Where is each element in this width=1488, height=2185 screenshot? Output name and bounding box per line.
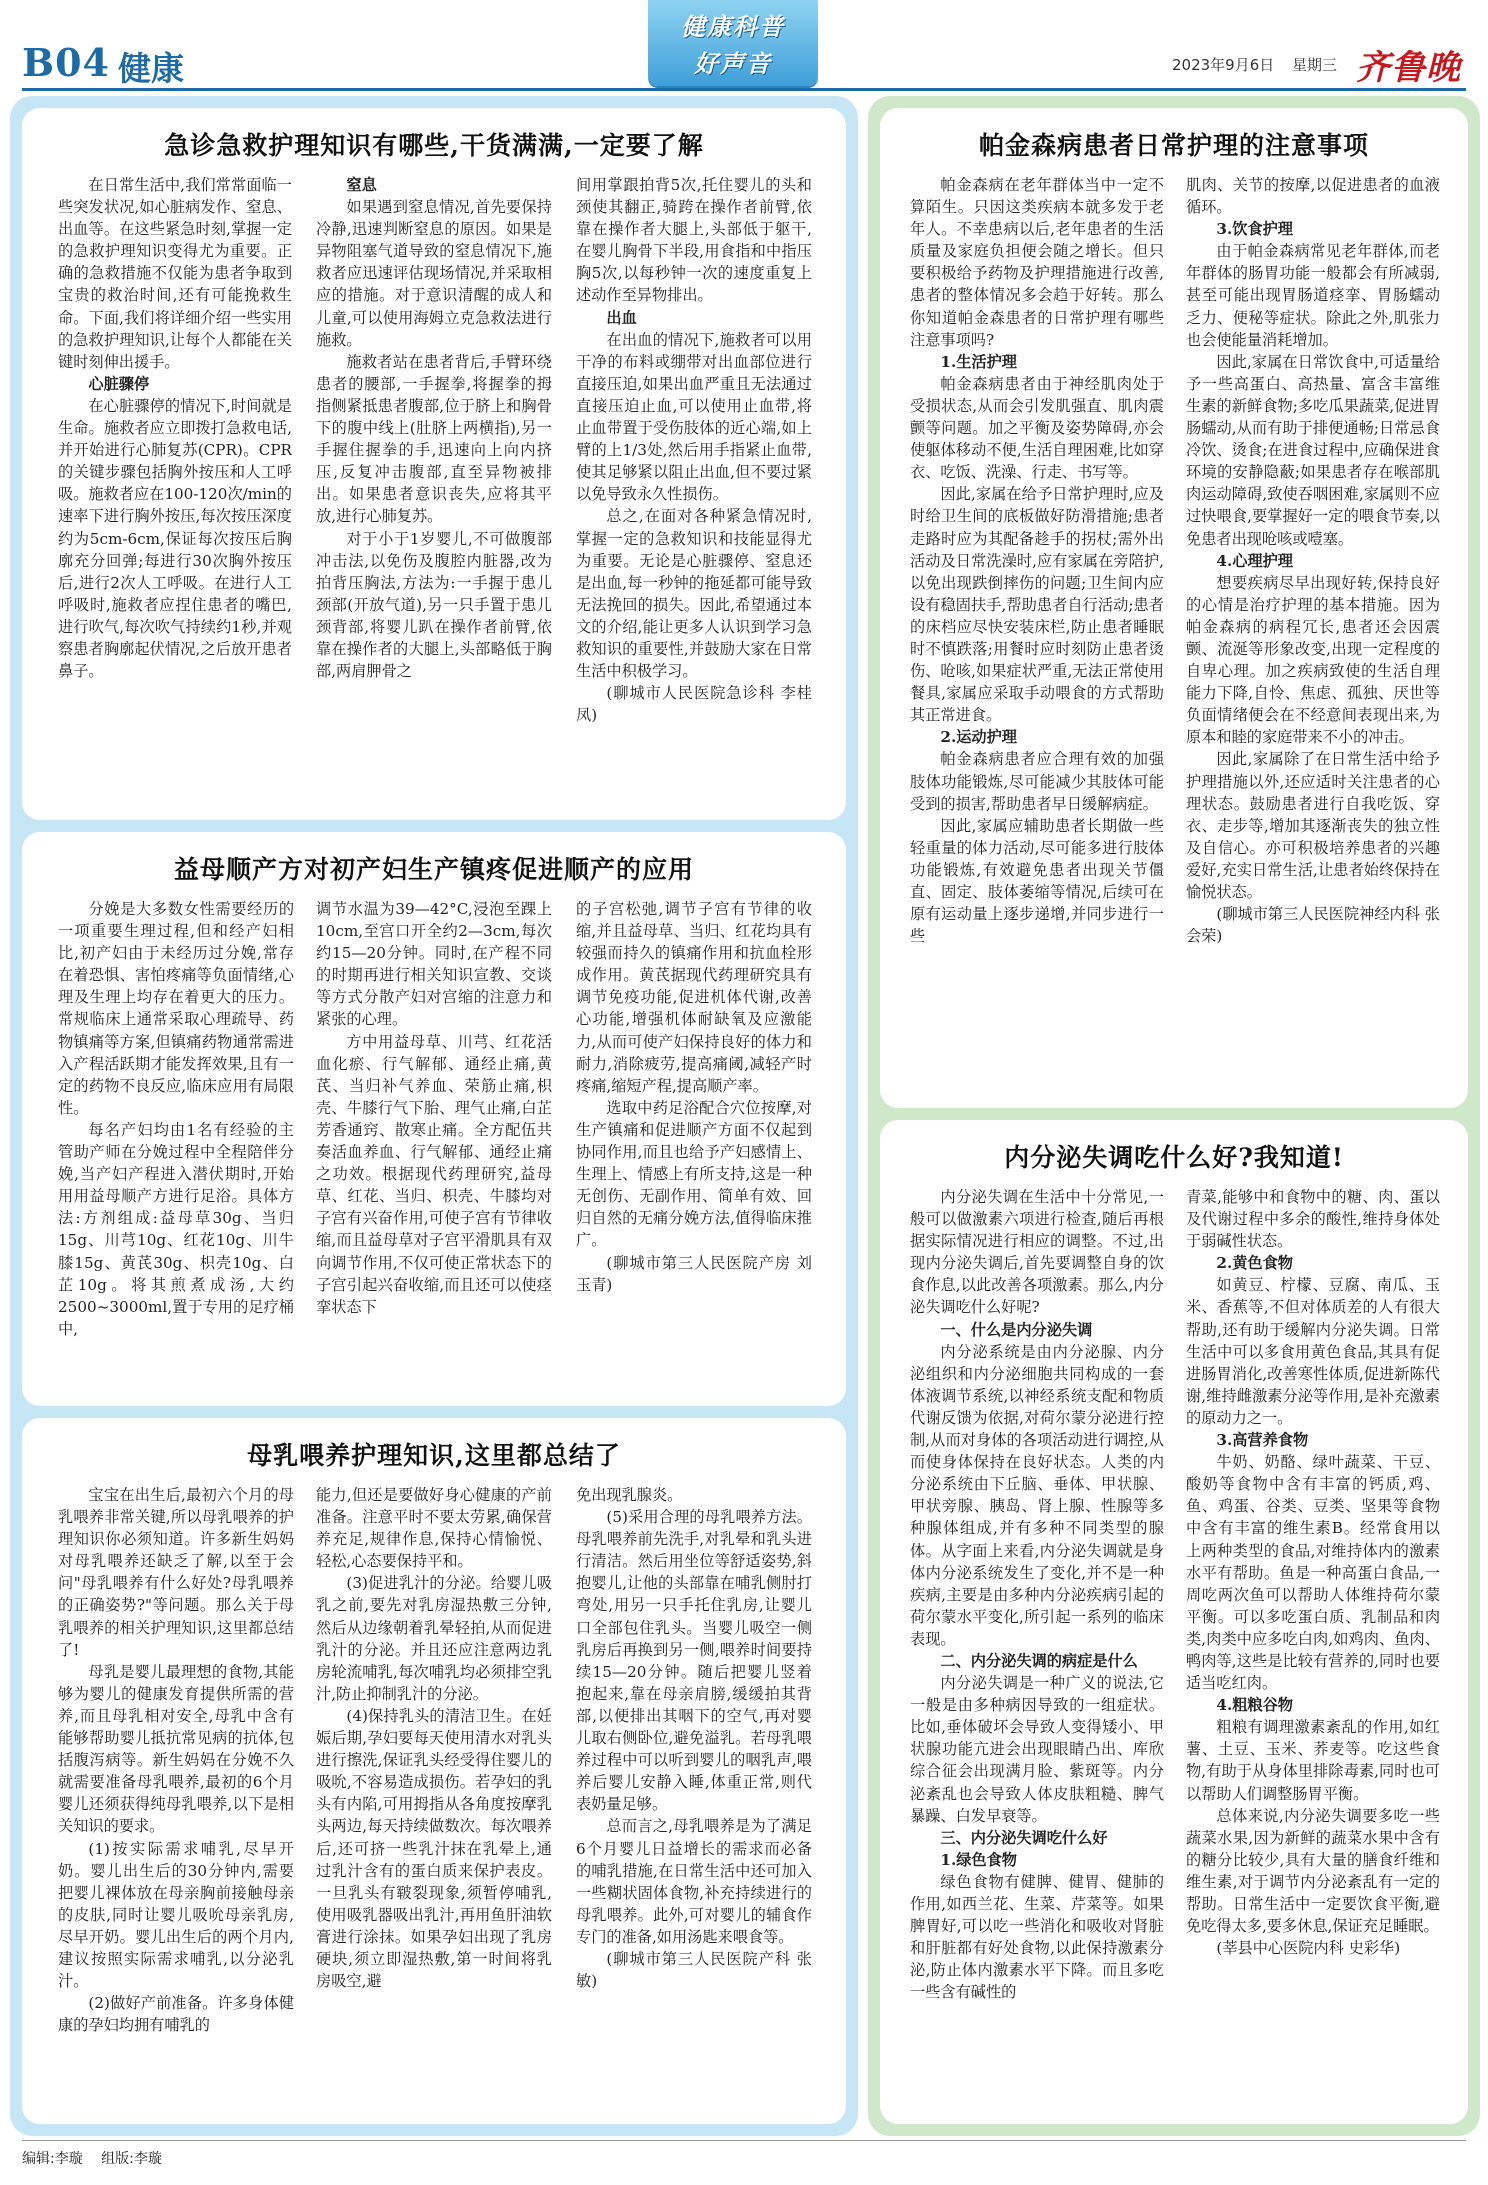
paragraph: 想要疾病尽早出现好转,保持良好的心情是治疗护理的基本措施。因为帕金森病的病程冗长,患者还会因震颤、流涎等形象改变,出现一定程度的自卑心理。加之疾病致使的生活自理能力下降,自怜、焦虑、孤独、厌世等负面情绪便会在不经意间表现出来,为原本和睦的家庭带来不小的冲击。	[1186, 573, 1440, 747]
paragraph: 每名产妇均由1名有经验的主管助产师在分娩过程中全程陪伴分娩,当产妇产程进入潜伏期时,开始用用益母顺产方进行足浴。具体方法:方剂组成:益母草30g、当归15g、川芎10g、红花10g、川牛膝15g、黄芪30g、枳壳10g、白芷10g。将其煎煮成汤,大约2500~3000ml,置于专用的足疗桶中,	[58, 1120, 294, 1338]
article-emergency-care	[22, 108, 846, 820]
paragraph: 如果遇到窒息情况,首先要保持冷静,迅速判断窒息的原因。如果是异物阻塞气道导致的窒息情况下,施救者应迅速评估现场情况,并采取相应的措施。对于意识清醒的成人和儿童,可以使用海姆立克急救法进行施救。	[316, 198, 552, 349]
article-endocrine-diet	[880, 1120, 1468, 2124]
byline: (聊城市第三人民医院神经内科 张会荣)	[1186, 905, 1440, 946]
subheading: 3.饮食护理	[1216, 220, 1293, 239]
paragraph: 能力,但还是要做好身心健康的产前准备。注意平时不要太劳累,确保营养充足,规律作息,保持心情愉悦、轻松,心态要保持平和。	[316, 1486, 552, 1571]
paragraph: 调节水温为39—42°C,浸泡至踝上10cm,至宫口开全约2—3cm,每次约15—20分钟。同时,在产程不同的时期再进行相关知识宣教、交谈等方式分散产妇对宫缩的注意力和紧张的心理。	[316, 900, 552, 1029]
subheading: 三、内分泌失调吃什么好	[940, 1828, 1108, 1847]
paragraph: 因此,家属除了在日常生活中给予护理措施以外,还应适时关注患者的心理状态。鼓励患者进行自我吃饭、穿衣、走步等,增加其逐渐丧失的独立性及自信心。亦可积极培养患者的兴趣爱好,充实日常生活,让患者始终保持在愉悦状态。	[1186, 750, 1440, 901]
paragraph: (2)做好产前准备。许多身体健康的孕妇均拥有哺乳的	[58, 1994, 294, 2035]
paragraph: 内分泌失调是一种广义的说法,它一般是由多种病因导致的一组症状。比如,垂体破坏会导致人变得矮小、甲状腺功能亢进会出现眼睛凸出、库欣综合征会出现满月脸、紫斑等。内分泌紊乱也会导致人体皮肤粗糙、脾气暴躁、白发早衰等。	[910, 1674, 1164, 1825]
page-header	[0, 0, 1488, 88]
article-column-3	[576, 174, 812, 810]
article-title: 内分泌失调吃什么好?我知道!	[1004, 1143, 1344, 1172]
paragraph: 总体来说,内分泌失调要多吃一些蔬菜水果,因为新鲜的蔬菜水果中含有的糖分比较少,具有大量的膳食纤维和维生素,对于调节内分泌紊乱有一定的帮助。日常生活中一定要饮食平衡,避免吃得太多,要多休息,保证充足睡眠。	[1186, 1806, 1440, 1936]
paragraph: 肌肉、关节的按摩,以促进患者的血液循环。	[1186, 176, 1440, 217]
paragraph: 宝宝在出生后,最初六个月的母乳喂养非常关键,所以母乳喂养的护理知识你必须知道。许多新生妈妈对母乳喂养还缺乏了解,以至于会问"母乳喂养有什么好处?母乳喂养的正确姿势?"等问题。那么关于母乳喂养的相关护理知识,这里都总结了!	[58, 1486, 294, 1659]
paragraph: 施救者站在患者背后,手臂环绕患者的腰部,一手握拳,将握拳的拇指侧紧抵患者腹部,位于脐上和胸骨下的腹中线上(肚脐上两横指),另一手握住握拳的手,迅速向上向内挤压,反复冲击腹部,直至异物被排出。如果患者意识丧失,应将其平放,进行心肺复苏。	[316, 352, 552, 526]
page-footer	[22, 2148, 176, 2168]
article-column-2	[1186, 1186, 1440, 2116]
paragraph: 分娩是大多数女性需要经历的一项重要生理过程,但和经产妇相比,初产妇由于未经历过分娩,常存在着恐惧、害怕疼痛等负面情绪,心理及生理上均存在着更大的压力。常规临床上通常采取心理疏导、药物镇痛等方案,但镇痛药物通常需进入产程活跃期才能发挥效果,且有一定的药物不良反应,临床应用有局限性。	[58, 900, 294, 1117]
paragraph: 在出血的情况下,施救者可以用干净的布料或绷带对出血部位进行直接压迫,如果出血严重且无法通过直接压迫止血,可以使用止血带,将止血带置于受伤肢体的近心端,如上臂的上1/3处,然后用手指紧止血带,使其足够紧以阻止出血,但不要过紧以免导致永久性损伤。	[576, 330, 812, 504]
subheading: 心脏骤停	[88, 374, 150, 393]
paragraph: 选取中药足浴配合穴位按摩,对生产镇痛和促进顺产方面不仅起到协同作用,而且也给予产妇感情上、生理上、情感上有所支持,这是一种无创伤、无副作用、简单有效、回归自然的无痛分娩方法,值得临床推广。	[576, 1098, 812, 1250]
article-column-2	[316, 174, 552, 810]
paragraph: 帕金森病患者应合理有效的加强肢体功能锻炼,尽可能减少其肢体可能受到的损害,帮助患者早日缓解病症。	[910, 750, 1164, 813]
subheading: 一、什么是内分泌失调	[940, 1320, 1093, 1339]
subheading: 3.高营养食物	[1216, 1431, 1309, 1450]
article-column-3	[576, 1484, 812, 2116]
article-column-2	[316, 1484, 552, 2116]
article-column-2	[1186, 174, 1440, 1100]
paragraph: 内分泌失调在生活中十分常见,一般可以做激素六项进行检查,随后再根据实际情况进行相应的调整。不过,出现内分泌失调后,首先要调整自身的饮食作息,以此改善各项激素。那么,内分泌失调吃什么好呢?	[910, 1188, 1164, 1317]
paragraph: 如黄豆、柠檬、豆腐、南瓜、玉米、香蕉等,不但对体质差的人有很大帮助,还有助于缓解内分泌失调。日常生活中可以多食用黄色食品,其具有促进肠胃消化,改善寒性体质,促进新陈代谢,维持雌激素分泌等作用,是补充激素的原动力之一。	[1186, 1276, 1440, 1427]
paragraph: (1)按实际需求哺乳,尽早开奶。婴儿出生后的30分钟内,需要把婴儿裸体放在母亲胸前接触母亲的皮肤,同时让婴儿吸吮母亲乳房,尽早开奶。婴儿出生后的两个月内,建议按照实际需求哺乳,以分泌乳汁。	[58, 1839, 294, 1991]
paragraph: (3)促进乳汁的分泌。给婴儿吸乳之前,要先对乳房湿热敷三分钟,然后从边缘朝着乳晕轻拍,从而促进乳汁的分泌。并且还应注意两边乳房轮流哺乳,每次哺乳均必须排空乳汁,防止抑制乳汁的分泌。	[316, 1574, 552, 1703]
article-parkinson-care	[880, 108, 1468, 1108]
paragraph: 内分泌系统是由内分泌腺、内分泌组织和内分泌细胞共同构成的一套体液调节系统,以神经系统支配和物质代谢反馈为依据,对荷尔蒙分泌进行控制,从而对身体的各项活动进行调控,从而使身体保持在良好状态。人类的内分泌系统由下丘脑、垂体、甲状腺、甲状旁腺、胰岛、肾上腺、性腺等多种腺体组成,并有多种不同类型的腺体。从字面上来看,内分泌失调就是身体内分泌系统发生了变化,并不是一种疾病,主要是由多种内分泌疾病引起的荷尔蒙水平变化,所引起一系列的临床表现。	[910, 1342, 1164, 1648]
paragraph: 粗粮有调理激素紊乱的作用,如红薯、土豆、玉米、荞麦等。吃这些食物,有助于从身体里排除毒素,同时也可以帮助人们调整肠胃平衡。	[1186, 1718, 1440, 1803]
article-column-1	[58, 174, 292, 810]
article-breastfeeding	[22, 1418, 846, 2124]
subheading: 2.黄色食物	[1216, 1254, 1293, 1273]
paragraph: 由于帕金森病常见老年群体,而老年群体的肠胃功能一般都会有所减弱,甚至可能出现胃肠道痉挛、胃肠蠕动乏力、便秘等症状。除此之外,肌张力也会使能量消耗增加。	[1186, 242, 1440, 349]
paragraph: 对于小于1岁婴儿,不可做腹部冲击法,以免伤及腹腔内脏器,改为拍背压胸法,方法为:一手握于患儿颈部(开放气道),另一只手置于患儿颈背部,将婴儿趴在操作者前臂,依靠在操作者的大腿上,头部略低于胸部,两肩胛骨之	[316, 529, 552, 681]
paragraph: 因此,家属应辅助患者长期做一些轻重量的体力活动,尽可能多进行肢体功能锻炼,有效避免患者出现关节僵直、固定、肢体萎缩等情况,后续可在原有运动量上逐步递增,并同步进行一些	[910, 816, 1164, 946]
article-title: 母乳喂养护理知识,这里都总结了	[247, 1441, 621, 1470]
subheading: 二、内分泌失调的病症是什么	[940, 1651, 1138, 1670]
paragraph: (5)采用合理的母乳喂养方法。母乳喂养前先洗手,对乳晕和乳头进行清洁。然后用坐位等舒适姿势,斜抱婴儿,让他的头部靠在哺乳侧肘打弯处,用另一只手托住乳房,让婴儿口全部包住乳头。当婴儿吸空一侧乳房后再换到另一侧,喂养时间要持续15—20分钟。随后把婴儿竖着抱起来,靠在母亲肩膀,缓缓拍其背部,以便排出其咽下的空气,再对婴儿取右侧卧位,避免溢乳。若母乳喂养过程中可以听到婴儿的咽乳声,喂养后婴儿安静入睡,体重正常,则代表奶量足够。	[576, 1508, 812, 1814]
layout-credit: 组版:李璇	[101, 2151, 162, 2167]
paragraph: 帕金森病患者由于神经肌肉处于受损状态,从而会引发肌强直、肌肉震颤等问题。加之平衡及姿势障碍,亦会使躯体移动不便,生活自理困难,比如穿衣、吃饭、洗澡、行走、书写等。	[910, 374, 1164, 482]
subheading: 4.粗粮谷物	[1216, 1696, 1293, 1715]
subheading: 出血	[606, 308, 637, 327]
paragraph: 在心脏骤停的情况下,时间就是生命。施救者应立即拨打急救电话,并开始进行心肺复苏(CPR)。CPR的关键步骤包括胸外按压和人工呼吸。施救者应在100-120次/min的速率下进行胸外按压,每次按压深度约为5cm-6cm,保证每次按压后胸廓充分回弹;每进行30次胸外按压后,进行2次人工呼吸。在进行人工呼吸时,施救者应捏住患者的嘴巴,进行吹气,每次吹气持续约1秒,并观察患者胸廓起伏情况,之后放开患者鼻子。	[58, 396, 292, 681]
subheading: 2.运动护理	[940, 728, 1017, 747]
banner-line2: 好声音	[694, 50, 772, 78]
subheading: 1.绿色食物	[940, 1850, 1017, 1869]
paragraph: 牛奶、奶酪、绿叶蔬菜、干豆、酸奶等食物中含有丰富的钙质,鸡、鱼、鸡蛋、谷类、豆类、坚果等食物中含有丰富的维生素B。经常食用以上两种类型的食品,对维持体内的激素水平有帮助。鱼是一种高蛋白食品,一周吃两次鱼可以帮助人体维持荷尔蒙平衡。可以多吃蛋白质、乳制品和肉类,肉类中应多吃白肉,如鸡肉、鱼肉、鸭肉等,这些是比较有营养的,同时也要适当吃红肉。	[1186, 1453, 1440, 1693]
paragraph: 总而言之,母乳喂养是为了满足6个月婴儿日益增长的需求而必备的哺乳措施,在日常生活中还可加入一些糊状固体食物,补充持续进行的母乳喂养。此外,可对婴儿的辅食作专门的准备,如用汤匙来喂食等。	[576, 1817, 812, 1946]
article-title: 益母顺产方对初产妇生产镇疼促进顺产的应用	[173, 855, 694, 884]
issue-date: 2023年9月6日	[1172, 56, 1275, 74]
paragraph: (4)保持乳头的清洁卫生。在妊娠后期,孕妇要每天使用清水对乳头进行擦洗,保证乳头经受得住婴儿的吸吮,不容易造成损伤。若孕妇的乳头有内陷,可用拇指从各角度按摩乳头两边,每天持续做数次。每次喂养后,还可挤一些乳汁抹在乳晕上,通过乳汁含有的蛋白质来保护表皮。一旦乳头有皲裂现象,须暂停哺乳,使用吸乳器吸出乳汁,再用鱼肝油软膏进行涂抹。如果孕妇出现了乳房硬块,须立即湿热敷,第一时间将乳房吸空,避	[316, 1706, 552, 1991]
byline: (莘县中心医院内科 史彩华)	[1216, 1939, 1401, 1958]
paragraph: 因此,家属在给予日常护理时,应及时给卫生间的底板做好防滑措施;患者走路时应为其配备趁手的拐杖;需外出活动及日常洗澡时,应有家属在旁陪护,以免出现跌倒摔伤的问题;卫生间内应设有稳固扶手,帮助患者自行活动;患者的床档应尽快安装床栏,防止患者睡眠时不慎跌落;用餐时应时刻防止患者烫伤、呛咳,如果症状严重,无法正常使用餐具,家属应采取手动喂食的方式帮助其正常进食。	[910, 485, 1164, 725]
paragraph: 在日常生活中,我们常常面临一些突发状况,如心脏病发作、窒息、出血等。在这些紧急时刻,掌握一定的急救护理知识变得尤为重要。正确的急救措施不仅能为患者争取到宝贵的救治时间,还有可能挽救生命。下面,我们将详细介绍一些实用的急救护理知识,让每个人都能在关键时刻伸出援手。	[58, 176, 292, 371]
paragraph: 因此,家属在日常饮食中,可适量给予一些高蛋白、高热量、富含丰富维生素的新鲜食物;多吃瓜果蔬菜,促进胃肠蠕动,从而有助于排便通畅;日常忌食冷饮、烫食;在进食过程中,应确保进食环境的安静隐蔽;如果患者存在喉部肌肉运动障碍,致使吞咽困难,家属则不应过快喂食,要掌握好一定的喂食节奏,以免患者出现呛咳或噎塞。	[1186, 352, 1440, 548]
column-banner	[648, 0, 818, 86]
article-column-2	[316, 898, 552, 1398]
paragraph: 间用掌跟拍背5次,托住婴儿的头和颈使其翻正,骑跨在操作者前臂,依靠在操作者大腿上,头部低于躯干,在婴儿胸骨下半段,用食指和中指压胸5次,以每秒钟一次的速度重复上述动作至异物排出。	[576, 176, 812, 305]
article-column-1	[910, 174, 1164, 1100]
paragraph: 绿色食物有健脾、健胃、健肺的作用,如西兰花、生菜、芹菜等。如果脾胃好,可以吃一些消化和吸收对肾脏和肝脏都有好处食物,以此保持激素分泌,防止体内激素水平下降。而且多吃一些含有碱性的	[910, 1872, 1164, 2002]
newspaper-logo: 齐鲁晚	[1356, 48, 1461, 88]
article-title: 帕金森病患者日常护理的注意事项	[978, 131, 1369, 160]
paragraph: 总之,在面对各种紧急情况时,掌握一定的急救知识和技能显得尤为重要。无论是心脏骤停、窒息还是出血,每一秒钟的拖延都可能导致无法挽回的损失。因此,希望通过本文的介绍,能让更多人认识到学习急救知识的重要性,并鼓励大家在日常生活中积极学习。	[576, 507, 812, 681]
byline: (聊城市第三人民医院产房 刘玉青)	[576, 1253, 812, 1294]
page-number: B04	[22, 40, 110, 85]
paragraph: 帕金森病在老年群体当中一定不算陌生。只因这类疾病本就多发于老年人。不幸患病以后,老年患者的生活质量及家庭负担便会随之增长。但只要积极给予药物及护理措施进行改善,患者的整体情况多会趋于好转。那么你知道帕金森患者的日常护理有哪些注意事项吗?	[910, 176, 1164, 349]
subheading: 1.生活护理	[940, 352, 1017, 371]
article-column-1	[58, 1484, 294, 2116]
subheading: 4.心理护理	[1216, 551, 1293, 570]
paragraph: 青菜,能够中和食物中的糖、肉、蛋以及代谢过程中多余的酸性,维持身体处于弱碱性状态。	[1186, 1188, 1440, 1251]
paragraph: 免出现乳腺炎。	[576, 1486, 683, 1504]
section-name: 健康	[118, 49, 184, 88]
editor-credit: 编辑:李璇	[22, 2151, 83, 2167]
article-title: 急诊急救护理知识有哪些,干货满满,一定要了解	[164, 131, 704, 160]
article-column-1	[58, 898, 294, 1398]
banner-line1: 健康科普	[681, 13, 785, 41]
subheading: 窒息	[346, 176, 377, 194]
header-rule	[22, 88, 1466, 91]
article-column-1	[910, 1186, 1164, 2116]
byline: (聊城市第三人民医院产科 张敏)	[576, 1949, 812, 1991]
article-yimu-formula	[22, 832, 846, 1406]
article-column-3	[576, 898, 812, 1398]
byline: (聊城市人民医院急诊科 李桂凤)	[576, 684, 812, 725]
footer-rule	[22, 2140, 1466, 2141]
weekday: 星期三	[1292, 56, 1338, 74]
paragraph: 的子宫松弛,调节子宫有节律的收缩,并且益母草、当归、红花均具有较强而持久的镇痛作用和抗血栓形成作用。黄芪据现代药理研究具有调节免疫功能,促进机体代谢,改善心功能,增强机体耐缺氧及应激能力,从而可使产妇保持良好的体力和耐力,消除疲劳,提高痛阈,减轻产时疼痛,缩短产程,提高顺产率。	[576, 900, 812, 1095]
paragraph: 方中用益母草、川芎、红花活血化瘀、行气解郁、通经止痛,黄芪、当归补气养血、荣筋止痛,枳壳、牛膝行气下胎、理气止痛,白芷芳香通窍、散寒止痛。全方配伍共奏活血养血、行气解郁、通经止痛之功效。根据现代药理研究,益母草、红花、当归、枳壳、牛膝均对子宫有兴奋作用,可使子宫有节律收缩,而且益母草对子宫平滑肌具有双向调节作用,不仅可使正常状态下的子宫引起兴奋收缩,而且还可以使痉挛状态下	[316, 1032, 552, 1316]
paragraph: 母乳是婴儿最理想的食物,其能够为婴儿的健康发育提供所需的营养,而且母乳相对安全,母乳中含有能够帮助婴儿抵抗常见病的抗体,包括腹泻病等。新生妈妈在分娩不久就需要准备母乳喂养,最初的6个月婴儿还须获得纯母乳喂养,以下是相关知识的要求。	[58, 1662, 294, 1836]
